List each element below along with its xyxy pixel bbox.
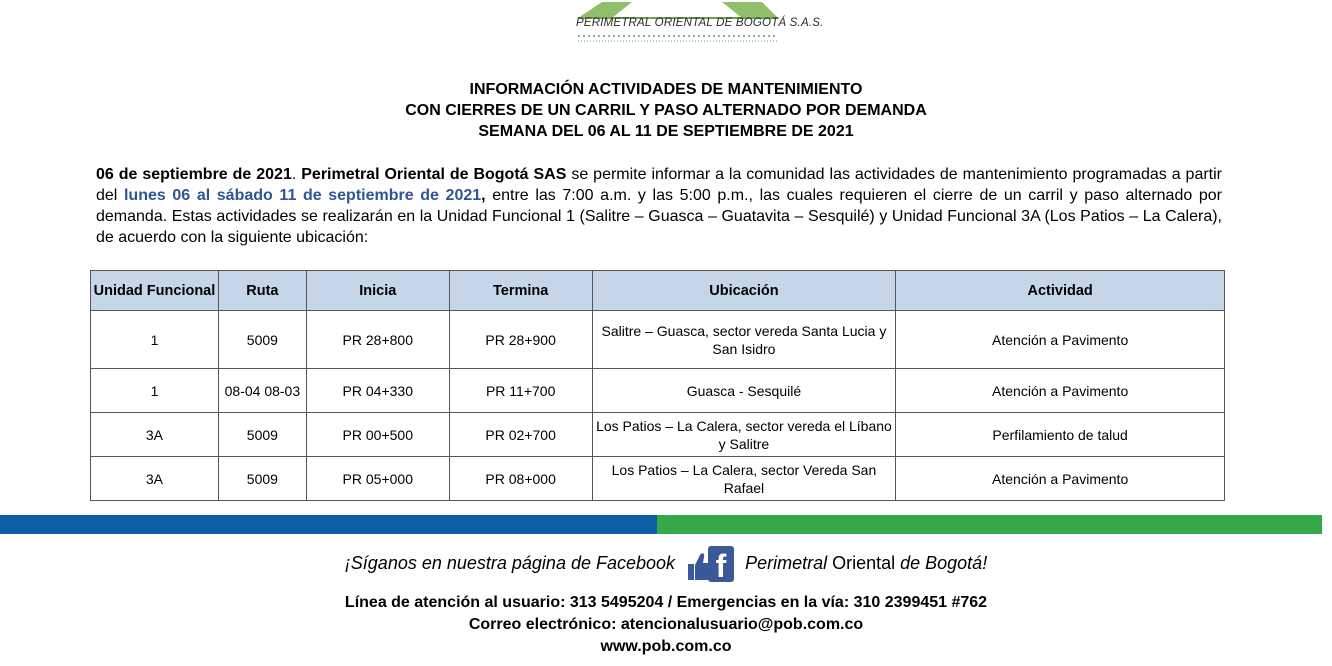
cell-inicia: PR 28+800	[306, 311, 449, 369]
follow-text: ¡Síganos en nuestra página de Facebook	[344, 553, 676, 573]
perimetral-text: Perimetral	[745, 553, 828, 573]
cell-ruta: 08-04 08-03	[218, 369, 306, 413]
cell-termina: PR 11+700	[449, 369, 592, 413]
intro-company: Perimetral Oriental de Bogotá SAS	[301, 166, 567, 183]
email-line[interactable]: Correo electrónico: atencionalusuario@pob.com.co	[468, 616, 864, 633]
cell-inicia: PR 00+500	[306, 413, 449, 457]
cell-actividad: Atención a Pavimento	[896, 369, 1225, 413]
cell-actividad: Atención a Pavimento	[896, 311, 1225, 369]
table-header-row	[91, 271, 1225, 311]
svg-text:f: f	[715, 548, 727, 585]
cell-unidad: 3A	[91, 413, 219, 457]
cell-termina: PR 02+700	[449, 413, 592, 457]
cell-ruta: 5009	[218, 413, 306, 457]
intro-text-2: entre las 7:00 a.m. y las 5:00 p.m., las cuales requieren el cierre de un carril y paso alternado por demanda. Estas actividades se realizarán en la Unidad Funcional 1 (Salitre – Guasca – Guatavita – Sesquilé) y Unidad Funcional 3A (Los Patios – La Calera), de acuerdo con la siguiente ubicación:	[96, 187, 1223, 246]
social-line	[0, 541, 1332, 585]
website-link[interactable]: www.pob.com.co	[600, 638, 732, 655]
cell-ruta: 5009	[218, 457, 306, 501]
cell-ubicacion: Los Patios – La Calera, sector Vereda San Rafael	[592, 457, 896, 501]
cell-inicia: PR 05+000	[306, 457, 449, 501]
intro-comma: ,	[481, 187, 486, 204]
maintenance-table	[90, 270, 1225, 501]
table-row	[91, 457, 1225, 501]
intro-sep: .	[291, 166, 302, 183]
phone-line: Línea de atención al usuario: 313 5495204 / Emergencias en la vía: 310 2399451 #762	[344, 594, 988, 611]
cell-ubicacion: Guasca - Sesquilé	[592, 369, 896, 413]
cell-unidad: 3A	[91, 457, 219, 501]
col-header-actividad: Actividad	[896, 271, 1225, 311]
intro-paragraph	[96, 164, 1222, 248]
col-header-inicia: Inicia	[306, 271, 449, 311]
footer-bar-green	[657, 515, 1322, 534]
cell-unidad: 1	[91, 311, 219, 369]
cell-termina: PR 08+000	[449, 457, 592, 501]
col-header-termina: Termina	[449, 271, 592, 311]
de-bogota-text: de Bogotá!	[900, 553, 988, 573]
intro-date-range: lunes 06 al sábado 11 de septiembre de 2021	[123, 187, 482, 204]
table-row	[91, 311, 1225, 369]
cell-inicia: PR 04+330	[306, 369, 449, 413]
footer-bar-blue	[0, 515, 657, 534]
logo-name: PERIMETRAL ORIENTAL DE BOGOTÁ S.A.S.	[576, 17, 824, 29]
cell-unidad: 1	[91, 369, 219, 413]
heading-line-1: INFORMACIÓN ACTIVIDADES DE MANTENIMIENTO	[469, 81, 863, 98]
company-logo	[572, 0, 824, 48]
logo-dots-graphic	[578, 33, 778, 43]
cell-ubicacion: Salitre – Guasca, sector vereda Santa Lucia y San Isidro	[592, 311, 896, 369]
col-header-unidad-funcional: Unidad Funcional	[91, 271, 219, 311]
heading-line-2: CON CIERRES DE UN CARRIL Y PASO ALTERNADO POR DEMANDA	[405, 102, 927, 119]
cell-actividad: Perfilamiento de talud	[896, 413, 1225, 457]
heading-line-3: SEMANA DEL 06 AL 11 DE SEPTIEMBRE DE 2021	[478, 123, 854, 140]
contact-block	[0, 592, 1332, 658]
intro-text-1: se permite informar a la comunidad las actividades de mantenimiento programadas a partir del	[96, 166, 1223, 204]
col-header-ruta: Ruta	[218, 271, 306, 311]
table-row	[91, 413, 1225, 457]
oriental-text: Oriental	[827, 553, 901, 573]
cell-termina: PR 28+900	[449, 311, 592, 369]
table-row	[91, 369, 1225, 413]
cell-actividad: Atención a Pavimento	[896, 457, 1225, 501]
cell-ruta: 5009	[218, 311, 306, 369]
facebook-like-icon[interactable]	[684, 544, 736, 584]
col-header-ubicacion: Ubicación	[592, 271, 896, 311]
intro-date: 06 de septiembre de 2021	[96, 166, 292, 183]
cell-ubicacion: Los Patios – La Calera, sector vereda el Líbano y Salitre	[592, 413, 896, 457]
document-heading	[0, 79, 1332, 142]
